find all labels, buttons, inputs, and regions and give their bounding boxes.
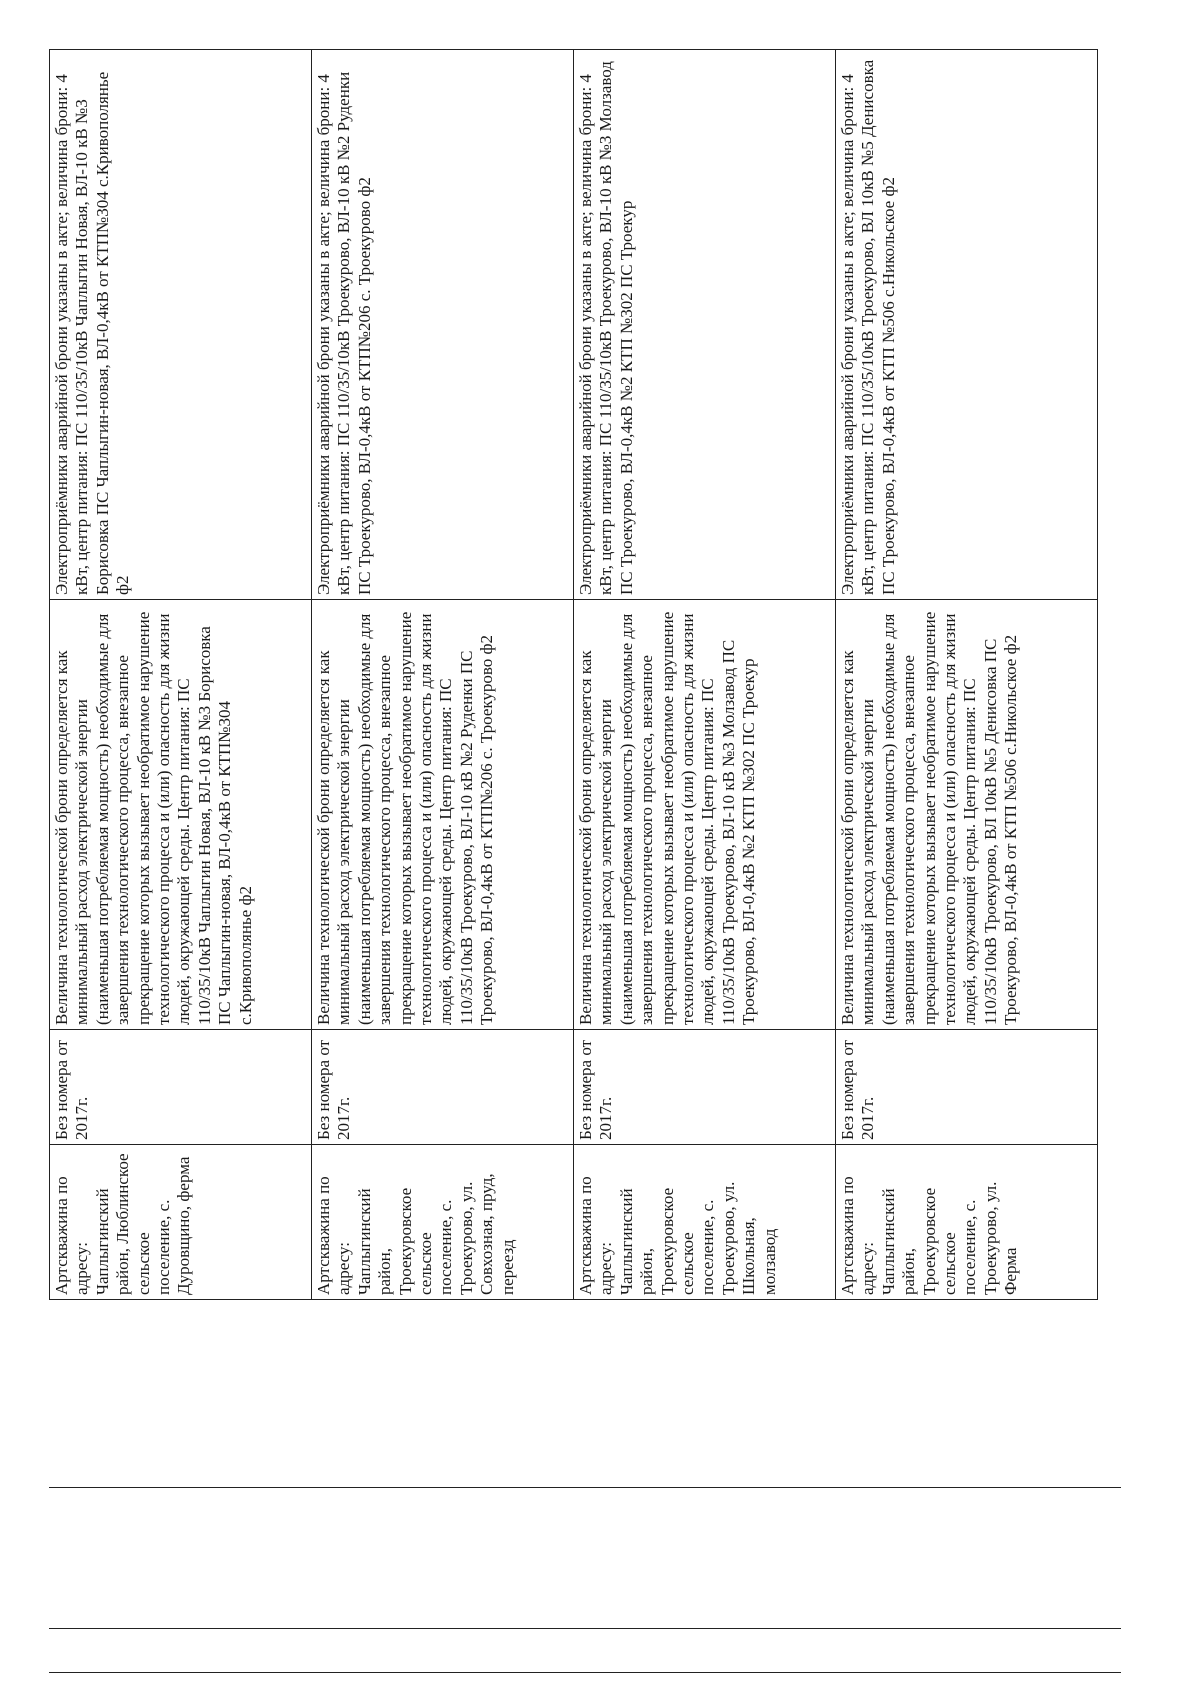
- table-row: [574, 50, 836, 1300]
- table-row: [312, 50, 574, 1300]
- act-cell: Без номера от 2017г.: [312, 1030, 574, 1145]
- table-row: [836, 50, 1098, 1300]
- emergency-reserve-cell: Электроприёмники аварийной брони указаны в акте; величина брони: 4 кВт, центр питания: ПС 110/35/10кВ Троекурово, ВЛ-10 кВ №3 Молзавод ПС Троекурово, ВЛ-0,4кВ №2 КТП №302 ПС Троекур: [574, 50, 836, 600]
- act-cell: Без номера от 2017г.: [574, 1030, 836, 1145]
- table-row: [50, 50, 312, 1300]
- object-cell: Артскважина по адресу: Чаплыгинский район, Троекуровское сельское поселение, с. Троекурово, ул. Ферма: [836, 1145, 1098, 1300]
- emergency-reserve-cell: Электроприёмники аварийной брони указаны в акте; величина брони: 4 кВт, центр питания: ПС 110/35/10кВ Чаплыгин Новая, ВЛ-10 кВ №3 Борисовка ПС Чаплыгин-новая, ВЛ-0,4кВ от КТП№304 с.Кривополянье ф2: [50, 50, 312, 600]
- object-cell: Артскважина по адресу: Чаплыгинский район, Троекуровское сельское поселение, с. Троекурово, ул. Школьная, молзавод: [574, 1145, 836, 1300]
- tech-reserve-cell: Величина технологической брони определяется как минимальный расход электрической энергии (наименьшая потребляемая мощность) необходимые для завершения технологического процесса, внезапное прекращение которых вызывает необратимое нарушение технологического процесса и (или) опасность для жизни людей, окружающей среды. Центр питания: ПС 110/35/10кВ Троекурово, ВЛ-10 кВ №3 Молзавод ПС Троекурово, ВЛ-0,4кВ №2 КТП №302 ПС Троекур: [574, 600, 836, 1030]
- divider-line: [49, 1628, 1121, 1629]
- emergency-reserve-cell: Электроприёмники аварийной брони указаны в акте; величина брони: 4 кВт, центр питания: ПС 110/35/10кВ Троекурово, ВЛ-10 кВ №2 Руденки ПС Троекурово, ВЛ-0,4кВ от КТП№206 с. Троекурово ф2: [312, 50, 574, 600]
- divider-line: [49, 1672, 1121, 1673]
- rotated-table-block: [49, 50, 1119, 1300]
- object-cell: Артскважина по адресу: Чаплыгинский район, Троекуровское сельское поселение, с. Троекурово, ул. Совхозная, пруд, переезд: [312, 1145, 574, 1300]
- object-cell: Артскважина по адресу: Чаплыгинский район, Люблинское сельское поселение, с. Дуровщино, ферма: [50, 1145, 312, 1300]
- emergency-reserve-cell: Электроприёмники аварийной брони указаны в акте; величина брони: 4 кВт, центр питания: ПС 110/35/10кВ Троекурово, ВЛ 10кВ №5 Денисовка ПС Троекурово, ВЛ-0,4кВ от КТП №506 с.Никольское ф2: [836, 50, 1098, 600]
- tech-reserve-cell: Величина технологической брони определяется как минимальный расход электрической энергии (наименьшая потребляемая мощность) необходимые для завершения технологического процесса, внезапное прекращение которых вызывает необратимое нарушение технологического процесса и (или) опасность для жизни людей, окружающей среды. Центр питания: ПС 110/35/10кВ Троекурово, ВЛ 10кВ №5 Денисовка ПС Троекурово, ВЛ-0,4кВ от КТП №506 с.Никольское ф2: [836, 600, 1098, 1030]
- act-cell: Без номера от 2017г.: [836, 1030, 1098, 1145]
- divider-line: [49, 1487, 1121, 1488]
- tech-reserve-cell: Величина технологической брони определяется как минимальный расход электрической энергии (наименьшая потребляемая мощность) необходимые для завершения технологического процесса, внезапное прекращение которых вызывает необратимое нарушение технологического процесса и (или) опасность для жизни людей, окружающей среды. Центр питания: ПС 110/35/10кВ Троекурово, ВЛ-10 кВ №2 Руденки ПС Троекурово, ВЛ-0,4кВ от КТП№206 с. Троекурово ф2: [312, 600, 574, 1030]
- tech-reserve-cell: Величина технологической брони определяется как минимальный расход электрической энергии (наименьшая потребляемая мощность) необходимые для завершения технологического процесса, внезапное прекращение которых вызывает необратимое нарушение технологического процесса и (или) опасность для жизни людей, окружающей среды. Центр питания: ПС 110/35/10кВ Чаплыгин Новая, ВЛ-10 кВ №3 Борисовка ПС Чаплыгин-новая, ВЛ-0,4кВ от КТП№304 с.Кривополянье ф2: [50, 600, 312, 1030]
- act-cell: Без номера от 2017г.: [50, 1030, 312, 1145]
- reserve-table: [49, 49, 1098, 1300]
